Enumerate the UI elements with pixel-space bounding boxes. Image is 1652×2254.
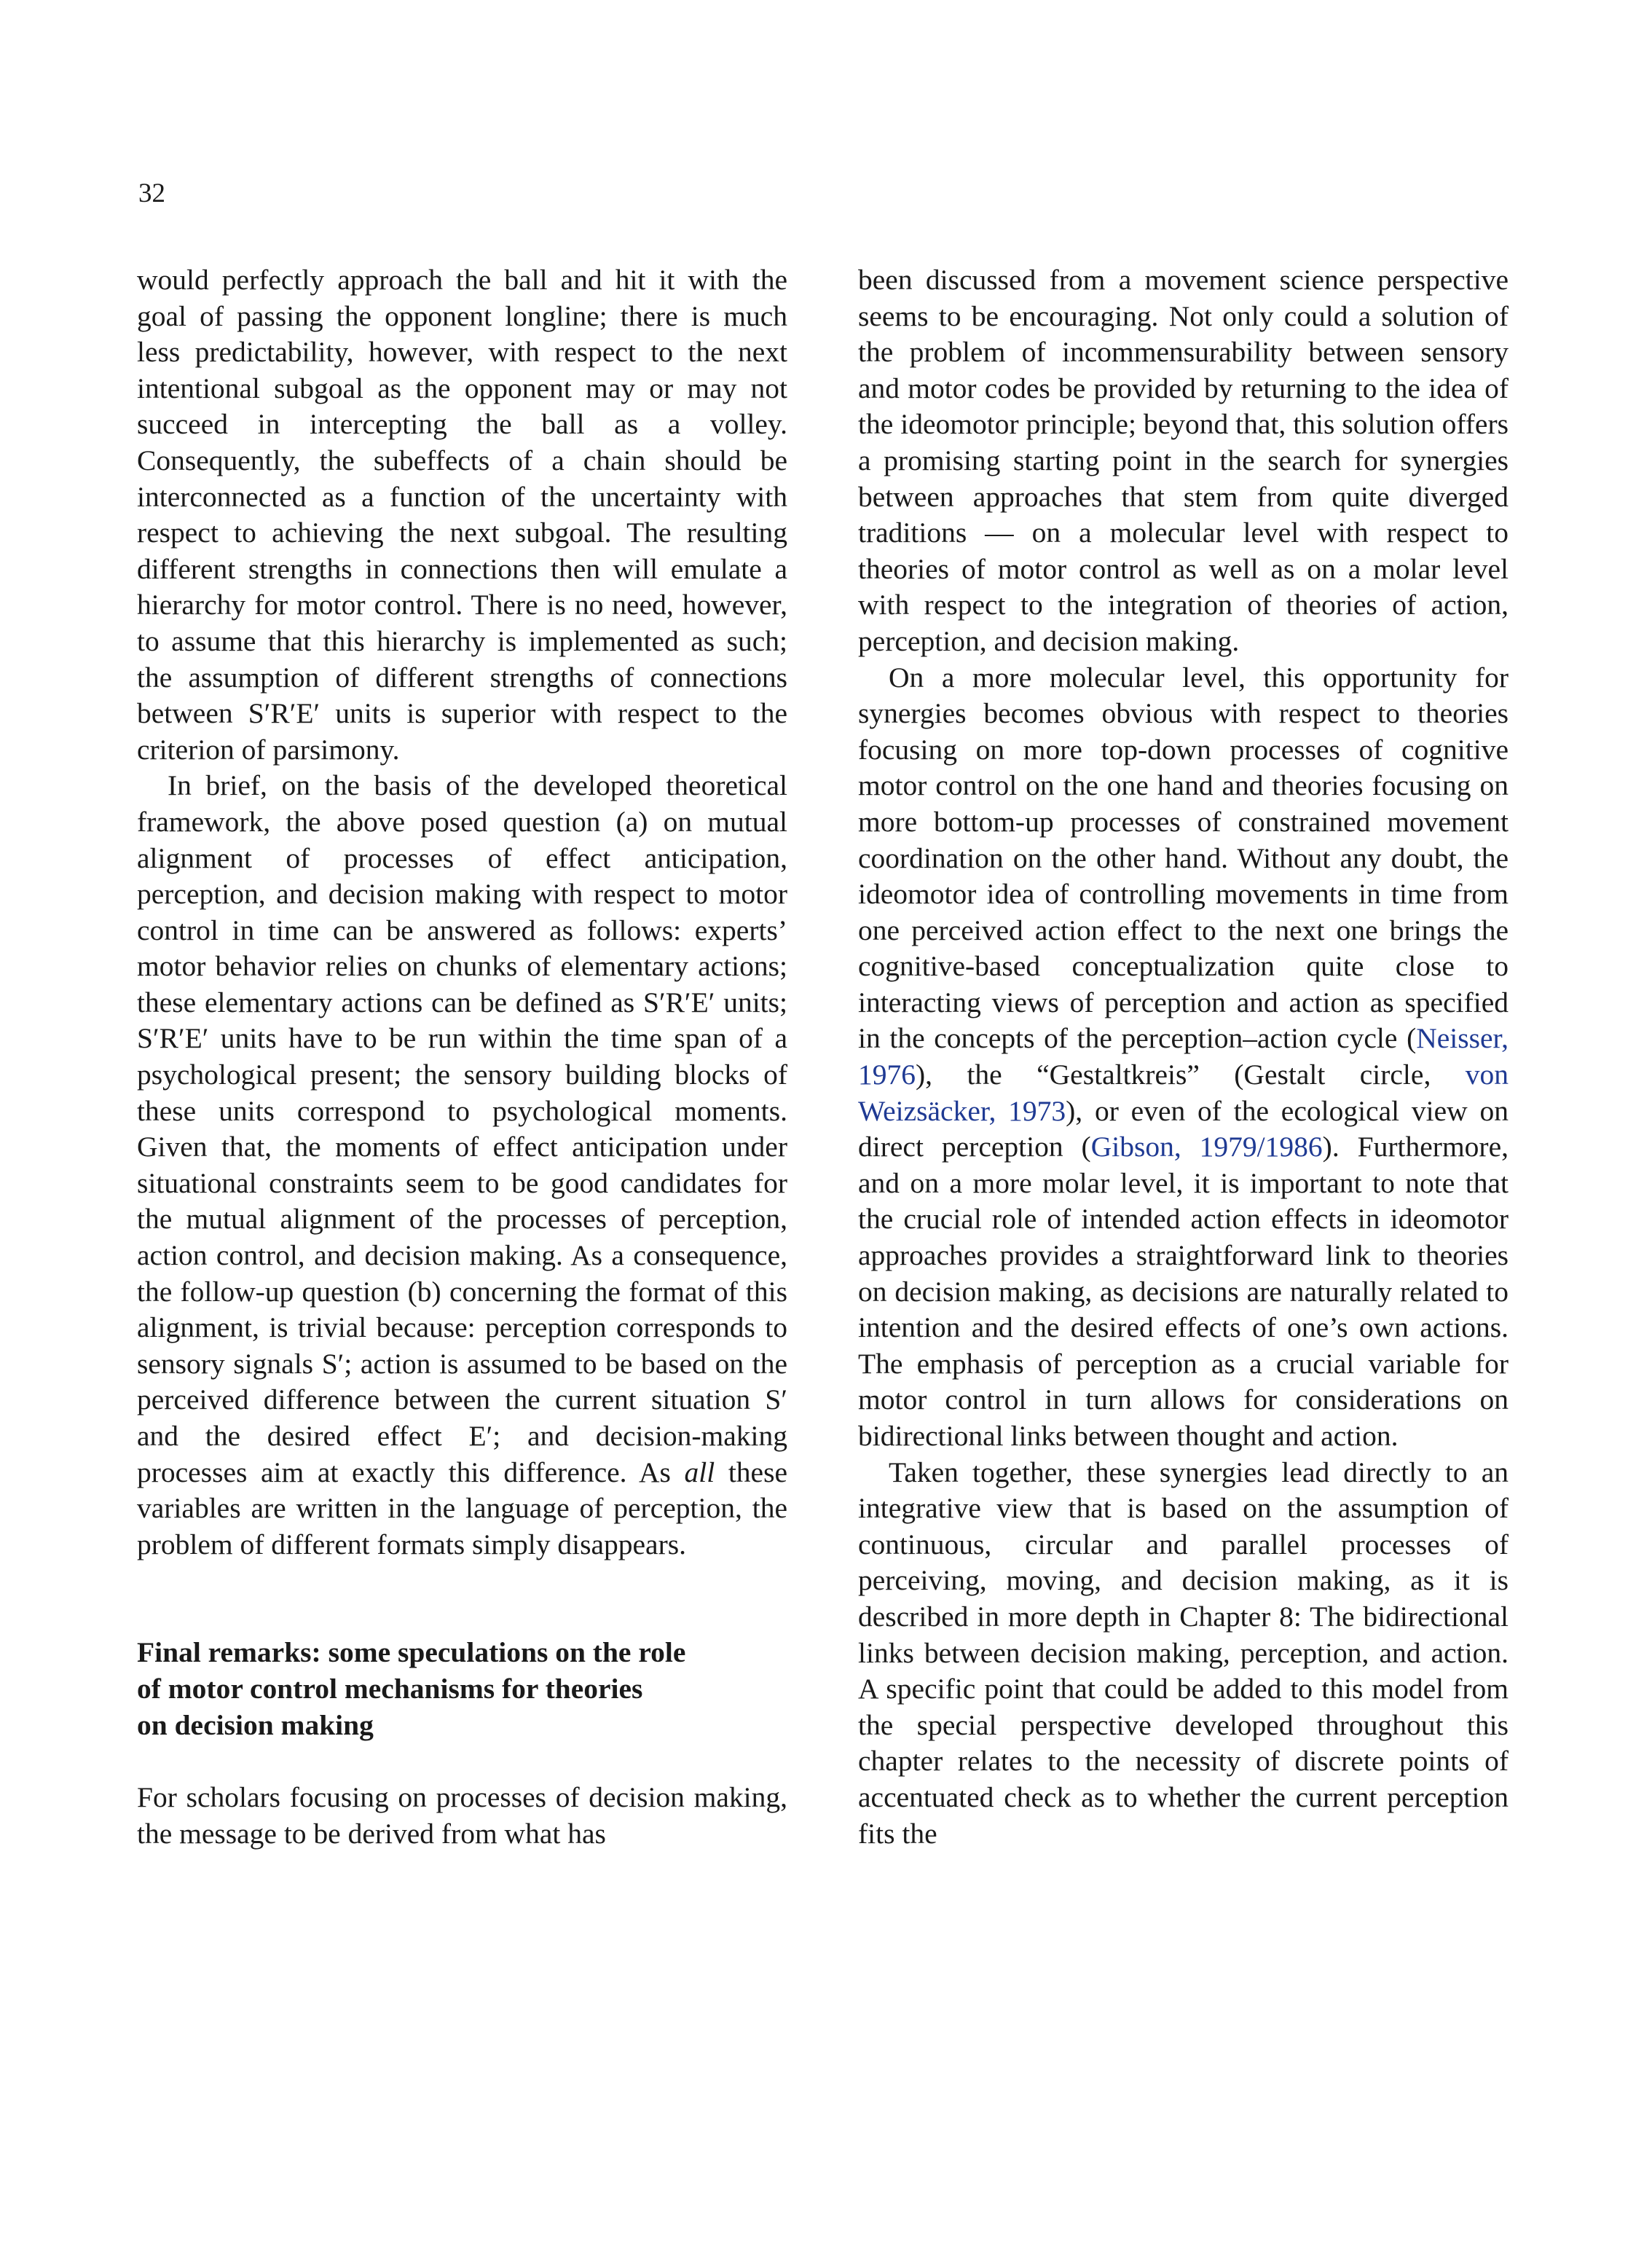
citation-link-neisser[interactable]: Neisser, 1976 [858, 1022, 1509, 1091]
left-paragraph-3: For scholars focusing on processes of decision making, the message to be derived from what has [137, 1781, 787, 1850]
left-paragraph-2-text-b: these variables are written in the language of perception, the problem of different formats simply disappears. [137, 1456, 787, 1560]
page-number: 32 [138, 178, 165, 208]
section-heading-line-3: on decision making [137, 1708, 374, 1741]
section-heading-line-2: of motor control mechanisms for theories [137, 1672, 643, 1705]
right-paragraph-3: Taken together, these synergies lead directly to an integrative view that is based on the assumption of continuous, circular and parallel processes of perceiving, moving, and decision making, as it is described in more depth in Chapter 8: The bidirectional links between decision making, perception, and action. A specific point that could be added to this model from the special perspective developed throughout this chapter relates to the necessity of discrete points of accentuated check as to whether the current perception fits the [858, 1456, 1509, 1850]
right-paragraph-2-text-d: ). Furthermore, and on a more molar level, it is important to note that the crucial role of intended action effects in ideomotor approaches provides a straightforward link to theories on decision making, as decisions are naturally related to intention and the desired effects of one’s own actions. The emphasis of perception as a crucial variable for motor control in turn allows for considerations on bidirectional links between thought and action. [858, 1131, 1509, 1452]
right-paragraph-2 [858, 660, 1509, 1455]
citation-link-gibson[interactable]: Gibson, 1979/1986 [1090, 1131, 1323, 1163]
right-paragraph-1: been discussed from a movement science perspective seems to be encouraging. Not only could a solution of the problem of incommensurability between sensory and motor codes be provided by returning to the idea of the ideomotor principle; beyond that, this solution offers a promising starting point in the search for synergies between approaches that stem from quite diverged traditions — on a molecular level with respect to theories of motor control as well as on a molar level with respect to the integration of theories of action, perception, and decision making. [858, 264, 1509, 657]
left-paragraph-2 [137, 768, 787, 1563]
left-paragraph-2-italic: all [684, 1456, 715, 1488]
left-column [137, 262, 787, 1852]
citation-link-weizsaecker[interactable]: von Weizsäcker, 1973 [858, 1059, 1509, 1127]
section-heading [137, 1635, 787, 1743]
right-paragraph-2-text-a: On a more molecular level, this opportunity for synergies becomes obvious with respect to theories focusing on more top-down processes of cognitive motor control on the one hand and theories focusing on more bottom-up processes of constrained movement coordination on the other hand. Without any doubt, the ideomotor idea of controlling movements in time from one perceived action effect to the next one brings the cognitive-based conceptualization quite close to interacting views of perception and action as specified in the concepts of the perception–action cycle ( [858, 661, 1509, 1055]
section-heading-line-1: Final remarks: some speculations on the role [137, 1636, 686, 1669]
right-paragraph-2-text-c: ), or even of the ecological view on direct perception ( [858, 1094, 1509, 1163]
left-paragraph-2-text-a: In brief, on the basis of the developed theoretical framework, the above posed question (a) on mutual alignment of processes of effect anticipation, perception, and decision making with respect to motor control in time can be answered as follows: experts’ motor behavior relies on chunks of elementary actions; these elementary actions can be defined as S′R′E′ units; S′R′E′ units have to be run within the time span of a psychological present; the sensory building blocks of these units correspond to psychological moments. Given that, the moments of effect anticipation under situational constraints seem to be good candidates for the mutual alignment of the processes of perception, action control, and decision making. As a consequence, the follow-up question (b) concerning the format of this alignment, is trivial because: perception corresponds to sensory signals S′; action is assumed to be based on the perceived difference between the current situation S′ and the desired effect E′; and decision-making processes aim at exactly this difference. As [137, 769, 787, 1488]
right-column [858, 262, 1509, 1852]
right-paragraph-2-text-b: ), the “Gestaltkreis” (Gestalt circle, [916, 1059, 1466, 1091]
left-paragraph-1: would perfectly approach the ball and hit it with the goal of passing the opponent longline; there is much less predictability, however, with respect to the next intentional subgoal as the opponent may or may not succeed in intercepting the ball as a volley. Consequently, the subeffects of a chain should be interconnected as a function of the uncertainty with respect to achieving the next subgoal. The resulting different strengths in connections then will emulate a hierarchy for motor control. There is no need, however, to assume that this hierarchy is implemented as such; the assumption of different strengths of connections between S′R′E′ units is superior with respect to the criterion of parsimony. [137, 264, 787, 766]
